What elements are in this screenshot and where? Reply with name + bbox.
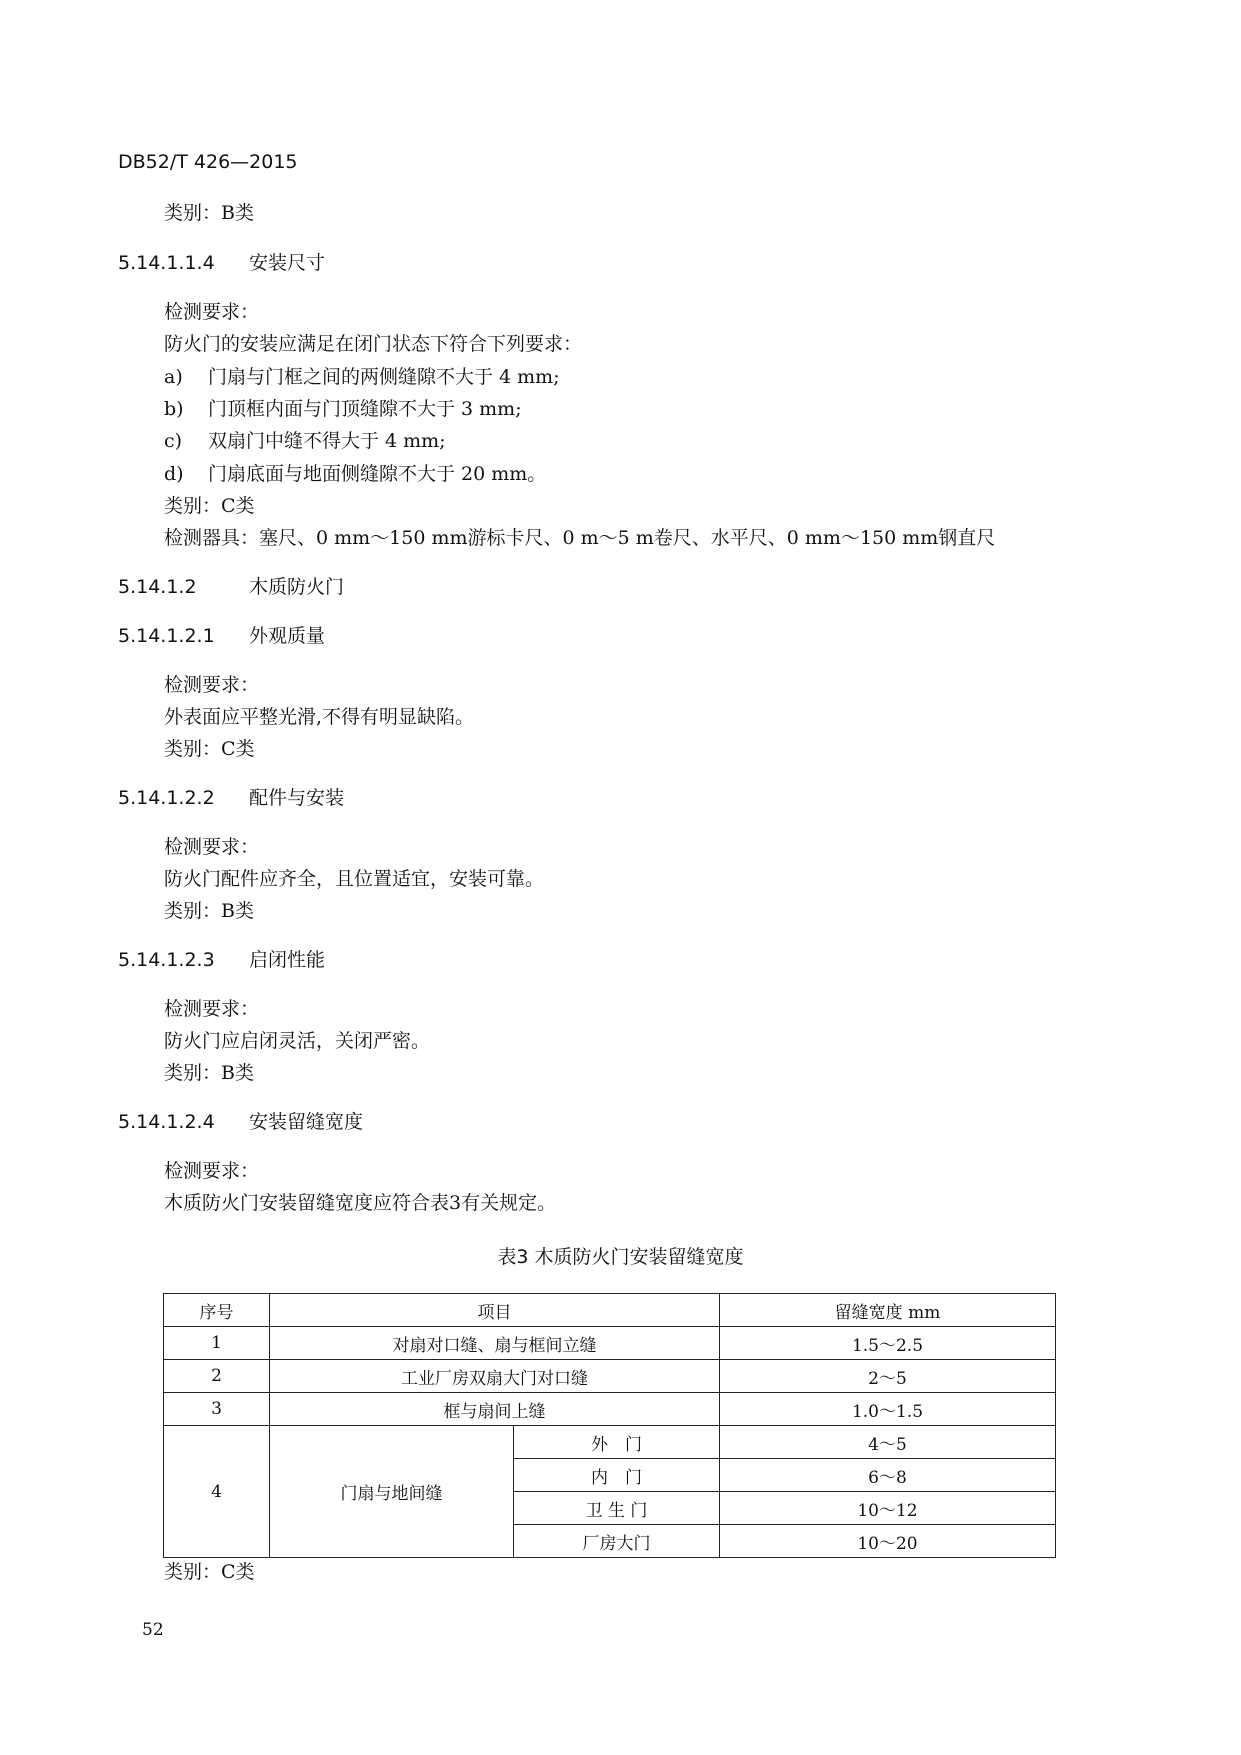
table-row (164, 1426, 1056, 1459)
section-title: 启闭性能 (249, 949, 326, 971)
requirement-label: 检测要求： (164, 674, 260, 696)
cell-width: 4～5 (720, 1426, 1056, 1459)
cell-no: 3 (164, 1393, 270, 1426)
section-number: 5.14.1.2 (118, 576, 197, 598)
list-marker: c) (164, 430, 183, 452)
list-marker: d) (164, 463, 184, 485)
section-number: 5.14.1.2.4 (118, 1111, 215, 1133)
category-c: 类别：C类 (164, 495, 255, 517)
cell-no: 2 (164, 1360, 270, 1393)
requirement-label: 检测要求： (164, 1160, 260, 1182)
table-header-row (164, 1294, 1056, 1327)
cell-width: 6～8 (720, 1459, 1056, 1492)
cell-width: 1.5～2.5 (720, 1327, 1056, 1360)
cell-subitem: 厂房大门 (514, 1525, 720, 1558)
document-code: DB52/T 426—2015 (118, 151, 298, 173)
cell-item: 框与扇间上缝 (270, 1393, 720, 1426)
category-c: 类别：C类 (164, 738, 255, 760)
cell-width: 1.0～1.5 (720, 1393, 1056, 1426)
section-heading-5-14-1-1-4 (118, 254, 325, 273)
list-text: 门扇与门框之间的两侧缝隙不大于 4 mm; (208, 366, 560, 388)
cell-item: 门扇与地间缝 (270, 1426, 514, 1558)
section-heading-5-14-1-2 (118, 578, 344, 597)
cell-no: 1 (164, 1327, 270, 1360)
section-title: 安装尺寸 (249, 252, 326, 274)
section-heading-5-14-1-2-4 (118, 1113, 363, 1132)
table-row (164, 1393, 1056, 1426)
cell-subitem: 外 门 (514, 1426, 720, 1459)
section-title: 木质防火门 (249, 576, 345, 598)
list-item-b (164, 400, 522, 419)
section-number: 5.14.1.2.2 (118, 787, 215, 809)
install-intro: 防火门的安装应满足在闭门状态下符合下列要求： (164, 333, 583, 355)
list-marker: b) (164, 398, 184, 420)
cell-item: 对扇对口缝、扇与框间立缝 (270, 1327, 720, 1360)
page-number: 52 (142, 1620, 164, 1640)
cell-width: 10～20 (720, 1525, 1056, 1558)
category-b: 类别：B类 (164, 900, 254, 922)
header-no: 序号 (164, 1294, 270, 1327)
section-title: 配件与安装 (249, 787, 345, 809)
gap-width-table (163, 1293, 1056, 1558)
cell-width: 2～5 (720, 1360, 1056, 1393)
table-caption: 表3 木质防火门安装留缝宽度 (497, 1246, 744, 1268)
list-item-a (164, 368, 560, 387)
table-row (164, 1327, 1056, 1360)
list-text: 门扇底面与地面侧缝隙不大于 20 mm。 (208, 463, 547, 485)
list-marker: a) (164, 366, 183, 388)
cell-no: 4 (164, 1426, 270, 1558)
section-heading-5-14-1-2-3 (118, 951, 325, 970)
header-width: 留缝宽度 mm (720, 1294, 1056, 1327)
category-c: 类别：C类 (164, 1561, 255, 1583)
list-text: 双扇门中缝不得大于 4 mm; (208, 430, 446, 452)
cell-subitem: 内 门 (514, 1459, 720, 1492)
fittings-text: 防火门配件应齐全，且位置适宜，安装可靠。 (164, 868, 545, 890)
cell-width: 10～12 (720, 1492, 1056, 1525)
category-b: 类别：B类 (164, 202, 254, 224)
section-title: 外观质量 (249, 625, 326, 647)
section-title: 安装留缝宽度 (249, 1111, 364, 1133)
table-row (164, 1360, 1056, 1393)
gap-intro-text: 木质防火门安装留缝宽度应符合表3有关规定。 (164, 1192, 557, 1214)
section-heading-5-14-1-2-1 (118, 627, 325, 646)
list-text: 门顶框内面与门顶缝隙不大于 3 mm; (208, 398, 522, 420)
category-b: 类别：B类 (164, 1062, 254, 1084)
section-heading-5-14-1-2-2 (118, 789, 344, 808)
cell-subitem: 卫 生 门 (514, 1492, 720, 1525)
requirement-label: 检测要求： (164, 998, 260, 1020)
opening-text: 防火门应启闭灵活，关闭严密。 (164, 1030, 431, 1052)
inspection-tools: 检测器具：塞尺、0 mm～150 mm游标卡尺、0 m～5 m卷尺、水平尺、0 mm～150 mm钢直尺 (164, 527, 996, 549)
list-item-d (164, 465, 546, 484)
list-item-c (164, 432, 446, 451)
header-item: 项目 (270, 1294, 720, 1327)
appearance-text: 外表面应平整光滑,不得有明显缺陷。 (164, 706, 475, 728)
requirement-label: 检测要求： (164, 836, 260, 858)
requirement-label: 检测要求： (164, 301, 260, 323)
section-number: 5.14.1.2.3 (118, 949, 215, 971)
section-number: 5.14.1.2.1 (118, 625, 215, 647)
section-number: 5.14.1.1.4 (118, 252, 215, 274)
cell-item: 工业厂房双扇大门对口缝 (270, 1360, 720, 1393)
